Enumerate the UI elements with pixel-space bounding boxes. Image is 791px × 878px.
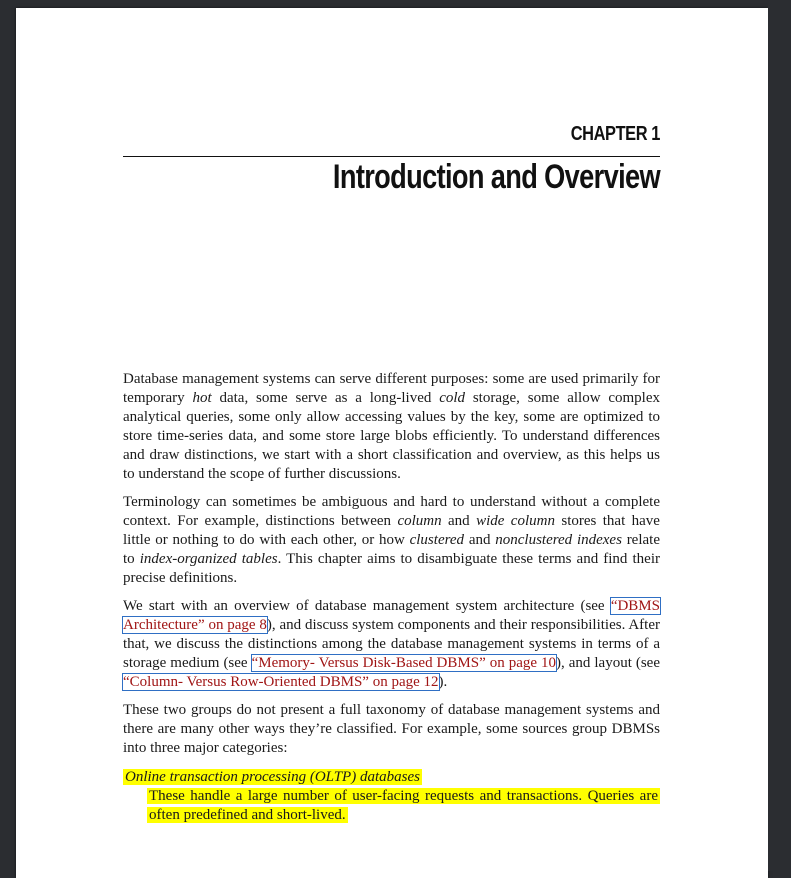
text-run: . This chapter aims to disambiguate these terms and find their precise definitions. xyxy=(123,551,660,586)
paragraph-4: These two groups do not present a full taxonomy of database management systems and there are many other ways they’re classified. For example, some sources group DBMSs into three major categories: xyxy=(123,702,660,756)
definition-description xyxy=(147,787,660,825)
text-run: Terminology can sometimes be ambiguous and hard to understand without a complete context. For example, distinctions between xyxy=(123,494,660,529)
text-run: storage, some allow complex analytical queries, some only allow accessing values by the key, some are optimized to store time-series data, and some store large blobs efficiently. To understand differences and draw distinctions, we start with a short classification and overview, as this helps us to understand the scope of further discussions. xyxy=(123,390,660,482)
text-run: stores that have little or nothing to do with each other, or how xyxy=(123,513,660,548)
paragraph-1 xyxy=(123,370,660,484)
emphasis-wide-column: wide column xyxy=(476,513,555,529)
link-column-vs-row[interactable]: “Column- Versus Row-Oriented DBMS” on page 12 xyxy=(123,674,439,690)
text-run: ), and layout (see xyxy=(556,655,660,671)
definition-term xyxy=(123,768,660,787)
chapter-rule xyxy=(123,156,660,157)
text-run: data, some serve as a long-lived xyxy=(211,390,440,406)
definition-list xyxy=(123,768,660,825)
text-run: Database management systems can serve different purposes: some are used primarily for temporary xyxy=(123,371,660,406)
link-dbms-architecture[interactable]: “DBMS Architecture” on page 8 xyxy=(123,598,660,633)
chapter-label: CHAPTER 1 xyxy=(570,123,660,145)
emphasis-cold: cold xyxy=(439,390,466,406)
paragraph-2 xyxy=(123,493,660,588)
text-run: and xyxy=(464,532,496,548)
highlight-description[interactable]: These handle a large number of user-facing requests and transactions. Queries are often predefined and short-lived. xyxy=(149,788,658,823)
emphasis-hot: hot xyxy=(192,390,212,406)
viewer-scroll-edge xyxy=(768,0,791,871)
emphasis-column: column xyxy=(397,513,442,529)
chapter-title: Introduction and Overview xyxy=(332,158,660,196)
paragraph-3 xyxy=(123,597,660,692)
link-memory-vs-disk[interactable]: “Memory- Versus Disk-Based DBMS” on page 10 xyxy=(251,655,556,671)
text-run: relate to xyxy=(123,532,660,567)
emphasis-index-organized: index-organized tables xyxy=(139,551,278,567)
text-run: ). xyxy=(438,674,448,690)
text-run: We start with an overview of database management system architecture (see xyxy=(123,598,611,614)
chapter-body xyxy=(123,370,660,825)
emphasis-nonclustered: nonclustered indexes xyxy=(495,532,622,548)
emphasis-clustered: clustered xyxy=(409,532,465,548)
text-run: and xyxy=(441,513,477,529)
document-page xyxy=(16,8,768,878)
text-run: ), and discuss system components and their responsibilities. After that, we discuss the distinctions among the database management systems in terms of a storage medium (see xyxy=(123,617,660,671)
highlight-term[interactable]: Online transaction processing (OLTP) databases xyxy=(125,769,420,785)
